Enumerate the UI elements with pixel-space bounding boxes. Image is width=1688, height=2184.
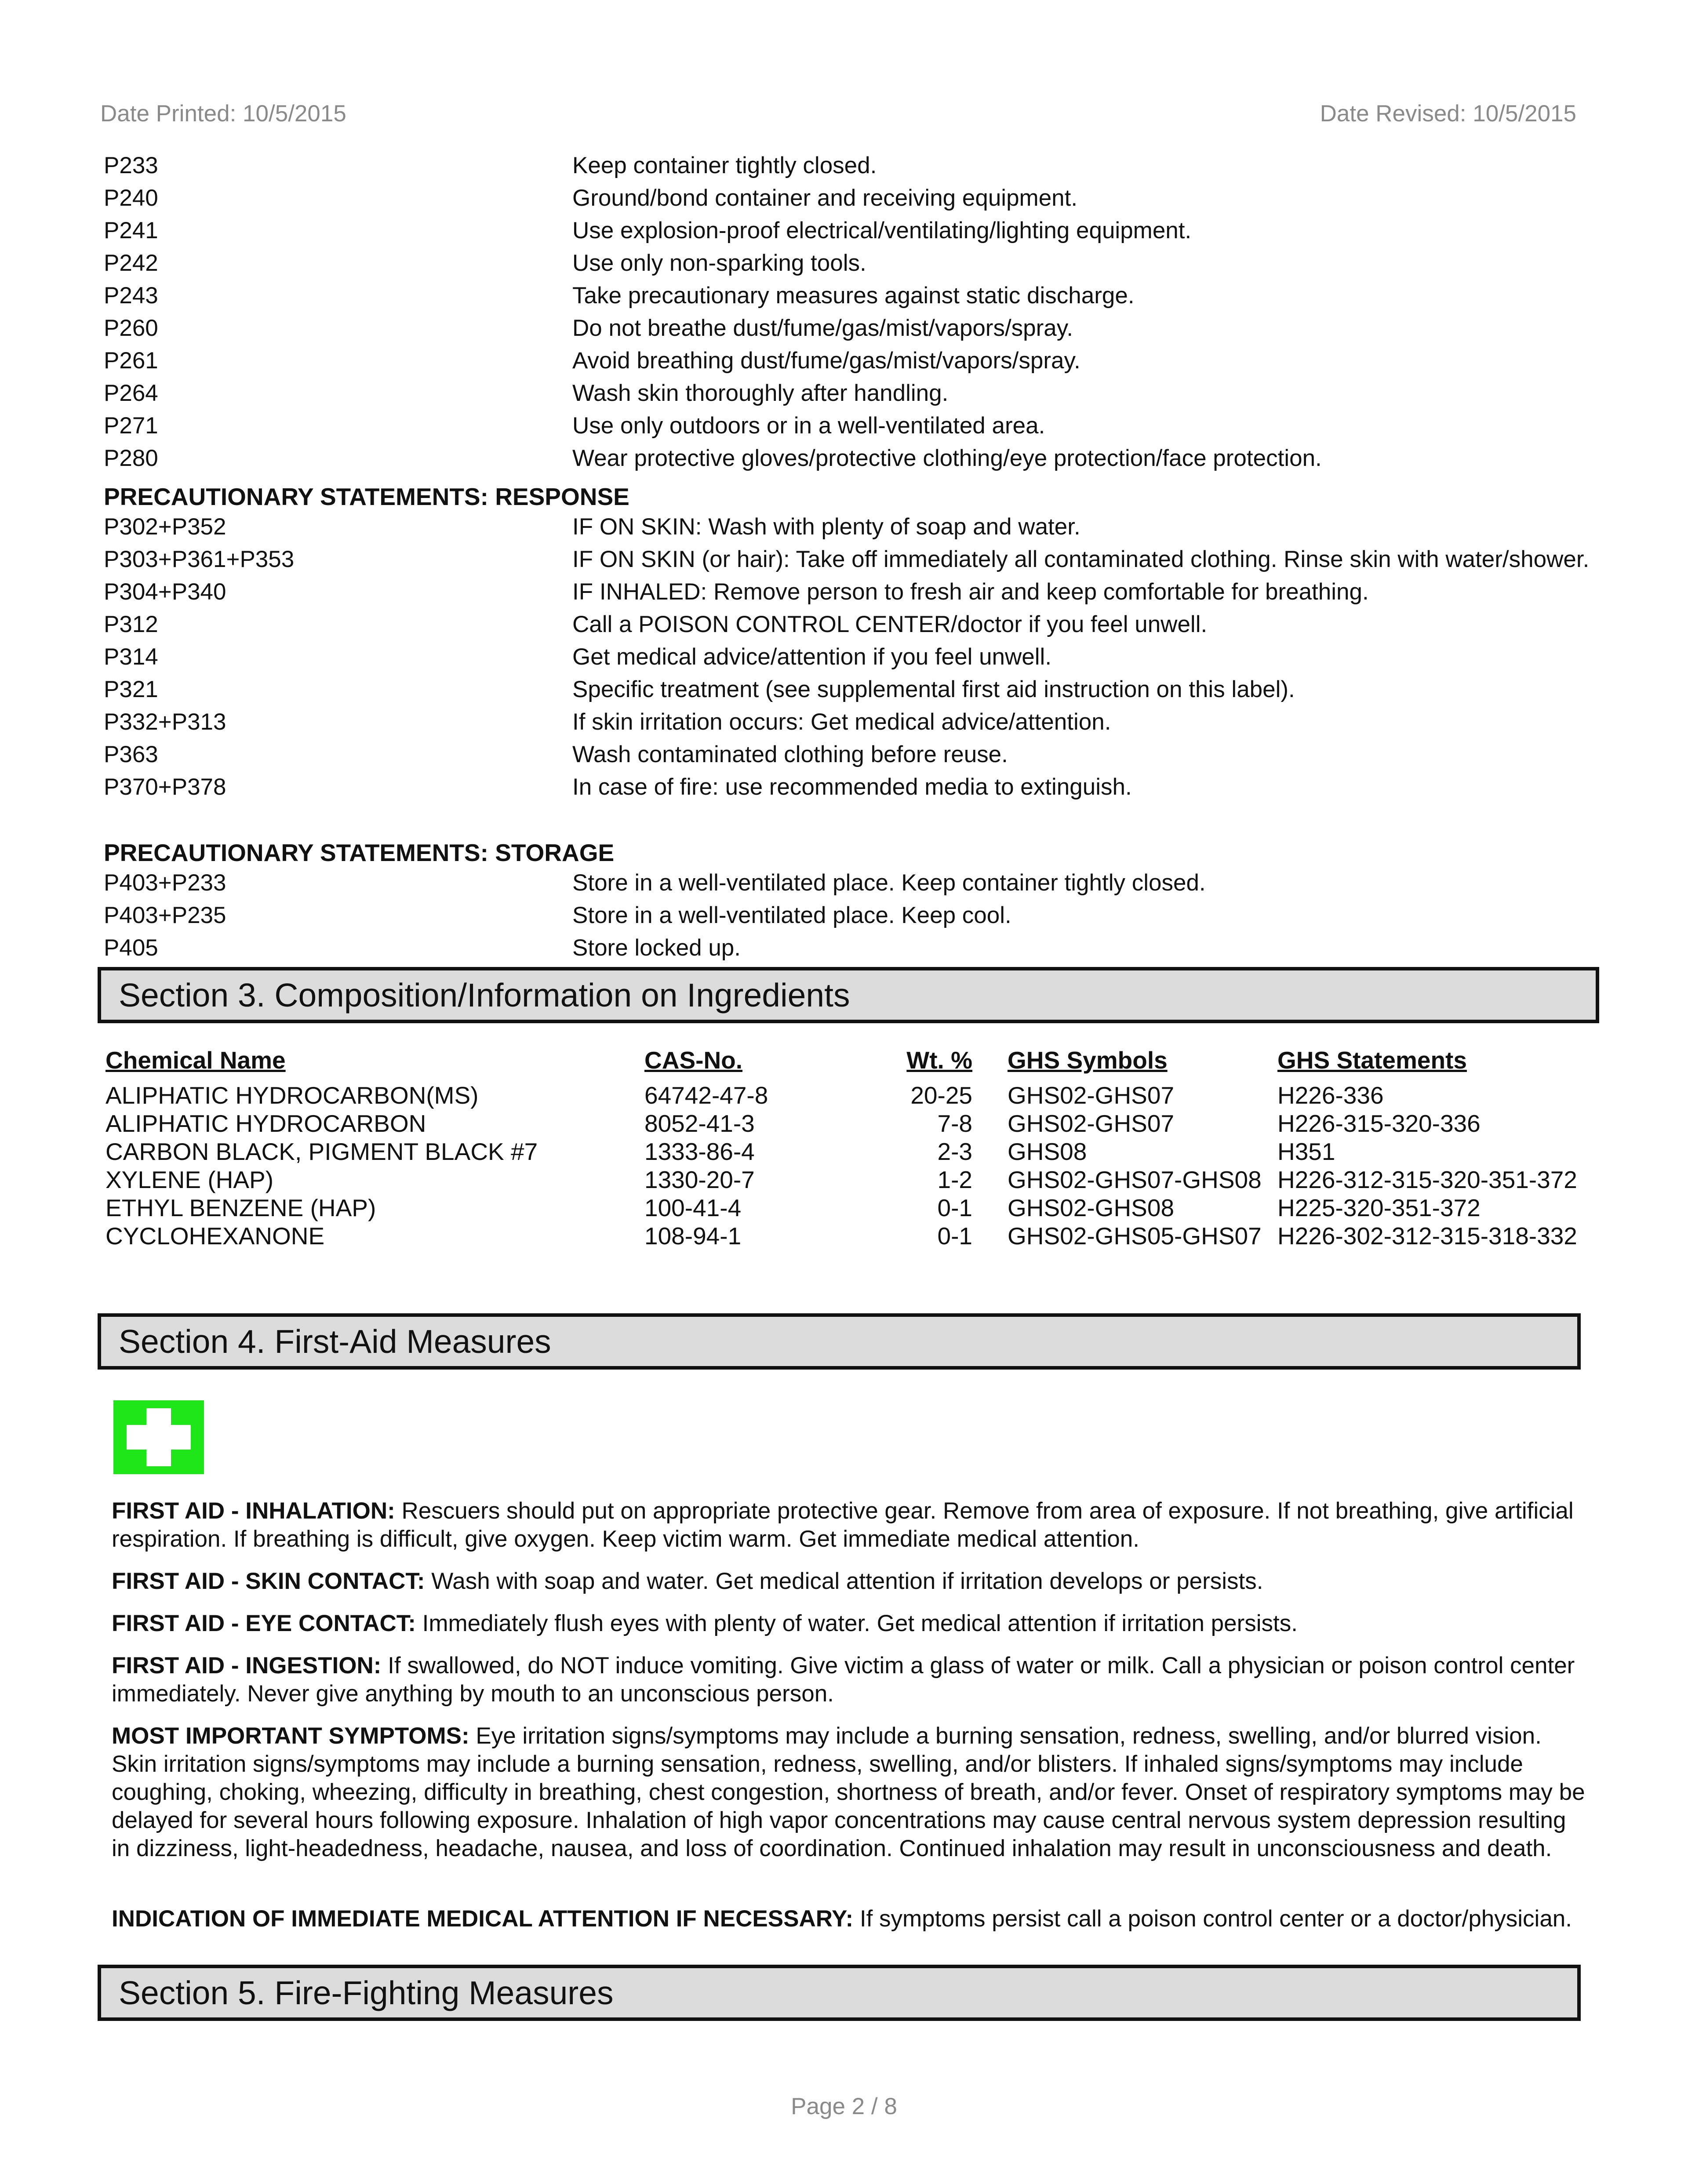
statement-row [104, 899, 1590, 932]
ghs-symbols: GHS02-GHS07-GHS08 [1008, 1166, 1262, 1193]
statement-text: If skin irritation occurs: Get medical advice/attention. [572, 709, 1111, 735]
statement-code: P312 [104, 611, 158, 637]
para-text: If swallowed, do NOT induce vomiting. Give victim a glass of water or milk. Call a physician or poison control center immediately. Never give anything by mouth to an unconscious person. [112, 1653, 1575, 1707]
ghs-statements: H226-315-320-336 [1277, 1110, 1481, 1137]
statement-code: P332+P313 [104, 709, 226, 735]
para-label: FIRST AID - INHALATION: [112, 1498, 395, 1524]
chemical-name: XYLENE (HAP) [106, 1166, 274, 1193]
ghs-statements: H226-302-312-315-318-332 [1277, 1222, 1577, 1250]
cas-number: 64742-47-8 [644, 1082, 768, 1109]
para-label: FIRST AID - EYE CONTACT: [112, 1610, 416, 1636]
statement-text: Use explosion-proof electrical/ventilating/lighting equipment. [572, 218, 1192, 243]
statement-row [104, 442, 1590, 475]
para-text: If symptoms persist call a poison control center or a doctor/physician. [853, 1906, 1572, 1932]
ghs-statements: H226-336 [1277, 1082, 1384, 1109]
statement-row [104, 345, 1590, 377]
para-label: FIRST AID - INGESTION: [112, 1653, 382, 1679]
table-row [106, 1081, 1612, 1109]
date-printed: Date Printed: 10/5/2015 [100, 101, 346, 127]
statement-text: Call a POISON CONTROL CENTER/doctor if you feel unwell. [572, 611, 1208, 637]
response-statements [104, 511, 1590, 803]
first-aid-eye-contact [112, 1610, 1589, 1638]
first-aid-cross-graphic [113, 1400, 204, 1474]
statement-code: P403+P235 [104, 902, 226, 928]
statement-row [104, 214, 1590, 247]
statement-code: P243 [104, 283, 158, 309]
statement-code: P403+P233 [104, 870, 226, 896]
column-header: Wt. % [906, 1047, 972, 1074]
statement-code: P271 [104, 413, 158, 439]
statement-row [104, 149, 1590, 182]
statement-text: Wash contaminated clothing before reuse. [572, 741, 1008, 767]
cross-horizontal [127, 1425, 191, 1450]
prevention-statements [104, 149, 1590, 475]
table-row [106, 1109, 1612, 1137]
statement-code: P302+P352 [104, 514, 226, 540]
ghs-statements: H351 [1277, 1138, 1335, 1165]
statement-text: Wash skin thoroughly after handling. [572, 380, 949, 406]
statement-text: IF ON SKIN: Wash with plenty of soap and water. [572, 514, 1080, 540]
section-5-header: Section 5. Fire-Fighting Measures [98, 1965, 1581, 2021]
statement-code: P242 [104, 250, 158, 276]
statement-text: Use only non-sparking tools. [572, 250, 866, 276]
ghs-symbols: GHS02-GHS07 [1008, 1110, 1175, 1137]
response-heading: PRECAUTIONARY STATEMENTS: RESPONSE [104, 483, 629, 510]
weight-percent: 7-8 [937, 1110, 972, 1137]
ghs-statements: H226-312-315-320-351-372 [1277, 1166, 1577, 1193]
immediate-medical-attention [112, 1905, 1589, 1933]
statement-row [104, 377, 1590, 410]
statement-code: P370+P378 [104, 774, 226, 800]
chemical-name: CARBON BLACK, PIGMENT BLACK #7 [106, 1138, 538, 1165]
statement-code: P264 [104, 380, 158, 406]
column-header: CAS-No. [644, 1047, 743, 1074]
ghs-symbols: GHS02-GHS05-GHS07 [1008, 1222, 1262, 1250]
para-text: Immediately flush eyes with plenty of water. Get medical attention if irritation persists. [415, 1610, 1298, 1636]
statement-text: Avoid breathing dust/fume/gas/mist/vapors/spray. [572, 348, 1080, 374]
statement-code: P303+P361+P353 [104, 546, 295, 572]
first-aid-inhalation [112, 1497, 1589, 1553]
statement-row [104, 608, 1590, 641]
chemical-name: CYCLOHEXANONE [106, 1222, 325, 1250]
most-important-symptoms [112, 1722, 1589, 1863]
chemical-name: ALIPHATIC HYDROCARBON [106, 1110, 426, 1137]
first-aid-skin-contact [112, 1567, 1589, 1595]
statement-row [104, 410, 1590, 442]
table-row [106, 1222, 1612, 1250]
column-header: GHS Statements [1277, 1047, 1467, 1074]
cas-number: 108-94-1 [644, 1222, 742, 1250]
statement-code: P363 [104, 741, 158, 767]
table-header-row [106, 1046, 1612, 1081]
weight-percent: 0-1 [937, 1194, 972, 1221]
cas-number: 1330-20-7 [644, 1166, 755, 1193]
statement-code: P405 [104, 935, 158, 961]
statement-code: P280 [104, 445, 158, 471]
statement-row [104, 706, 1590, 738]
first-aid-ingestion [112, 1652, 1589, 1708]
statement-text: IF INHALED: Remove person to fresh air and keep comfortable for breathing. [572, 579, 1369, 605]
weight-percent: 1-2 [937, 1166, 972, 1193]
para-label: INDICATION OF IMMEDIATE MEDICAL ATTENTION IF NECESSARY: [112, 1906, 854, 1932]
chemical-name: ALIPHATIC HYDROCARBON(MS) [106, 1082, 479, 1109]
section-3-header: Section 3. Composition/Information on Ingredients [98, 967, 1599, 1023]
cas-number: 100-41-4 [644, 1194, 742, 1221]
statement-text: Store in a well-ventilated place. Keep cool. [572, 902, 1011, 928]
statement-row [104, 511, 1590, 543]
para-text: Rescuers should put on appropriate protective gear. Remove from area of exposure. If not breathing, give artificial respiration. If breathing is difficult, give oxygen. Keep victim warm. Get immediate medical attention. [112, 1498, 1574, 1552]
storage-statements [104, 867, 1590, 964]
statement-row [104, 182, 1590, 214]
statement-text: IF ON SKIN (or hair): Take off immediately all contaminated clothing. Rinse skin with water/shower. [572, 546, 1590, 572]
chemical-name: ETHYL BENZENE (HAP) [106, 1194, 376, 1221]
statement-code: P240 [104, 185, 158, 211]
ghs-statements: H225-320-351-372 [1277, 1194, 1481, 1221]
statement-code: P321 [104, 676, 158, 702]
statement-row [104, 543, 1590, 576]
statement-row [104, 280, 1590, 312]
cas-number: 8052-41-3 [644, 1110, 755, 1137]
statement-code: P304+P340 [104, 579, 226, 605]
statement-row [104, 247, 1590, 280]
section-4-header: Section 4. First-Aid Measures [98, 1313, 1581, 1370]
statement-code: P260 [104, 315, 158, 341]
statement-text: Specific treatment (see supplemental first aid instruction on this label). [572, 676, 1295, 702]
ghs-symbols: GHS02-GHS07 [1008, 1082, 1175, 1109]
statement-row [104, 932, 1590, 964]
date-revised: Date Revised: 10/5/2015 [1320, 101, 1576, 127]
storage-heading: PRECAUTIONARY STATEMENTS: STORAGE [104, 839, 615, 866]
table-row [106, 1137, 1612, 1166]
column-header: GHS Symbols [1008, 1047, 1168, 1074]
statement-code: P314 [104, 644, 158, 670]
statement-code: P241 [104, 218, 158, 243]
statement-text: Store locked up. [572, 935, 741, 961]
weight-percent: 20-25 [910, 1082, 972, 1109]
statement-text: Store in a well-ventilated place. Keep container tightly closed. [572, 870, 1206, 896]
ghs-symbols: GHS08 [1008, 1138, 1087, 1165]
statement-code: P233 [104, 153, 158, 178]
table-row [106, 1194, 1612, 1222]
page-number: Page 2 / 8 [791, 2093, 897, 2119]
statement-row [104, 641, 1590, 673]
statement-text: Ground/bond container and receiving equipment. [572, 185, 1078, 211]
statement-row [104, 738, 1590, 771]
para-text: Eye irritation signs/symptoms may include a burning sensation, redness, swelling, and/or blurred vision. Skin irritation signs/symptoms may include a burning sensation, redness, swelling, and/or blisters. If inhaled signs/symptoms may include coughing, choking, wheezing, difficulty in breathing, chest congestion, shortness of breath, and/or fever. Onset of respiratory symptoms may be delayed for several hours following exposure. Inhalation of high vapor concentrations may cause central nervous system depression resulting in dizziness, light-headedness, headache, nausea, and loss of coordination. Continued inhalation may result in unconsciousness and death. [112, 1723, 1585, 1861]
statement-row [104, 576, 1590, 608]
column-header: Chemical Name [106, 1047, 286, 1074]
para-label: MOST IMPORTANT SYMPTOMS: [112, 1723, 469, 1749]
para-label: FIRST AID - SKIN CONTACT: [112, 1568, 425, 1594]
statement-text: Take precautionary measures against static discharge. [572, 283, 1135, 309]
table-row [106, 1166, 1612, 1194]
statement-text: Get medical advice/attention if you feel unwell. [572, 644, 1052, 670]
statement-text: In case of fire: use recommended media to extinguish. [572, 774, 1132, 800]
statement-text: Keep container tightly closed. [572, 153, 877, 178]
statement-row [104, 312, 1590, 345]
statement-code: P261 [104, 348, 158, 374]
statement-row [104, 771, 1590, 803]
ghs-symbols: GHS02-GHS08 [1008, 1194, 1175, 1221]
statement-text: Use only outdoors or in a well-ventilated area. [572, 413, 1045, 439]
statement-text: Wear protective gloves/protective clothing/eye protection/face protection. [572, 445, 1322, 471]
para-text: Wash with soap and water. Get medical attention if irritation develops or persists. [425, 1568, 1263, 1594]
statement-row [104, 673, 1590, 706]
first-aid-cross-icon [113, 1400, 204, 1474]
statement-row [104, 867, 1590, 899]
weight-percent: 2-3 [937, 1138, 972, 1165]
ingredients-table [106, 1046, 1612, 1250]
statement-text: Do not breathe dust/fume/gas/mist/vapors/spray. [572, 315, 1073, 341]
weight-percent: 0-1 [937, 1222, 972, 1250]
cas-number: 1333-86-4 [644, 1138, 755, 1165]
